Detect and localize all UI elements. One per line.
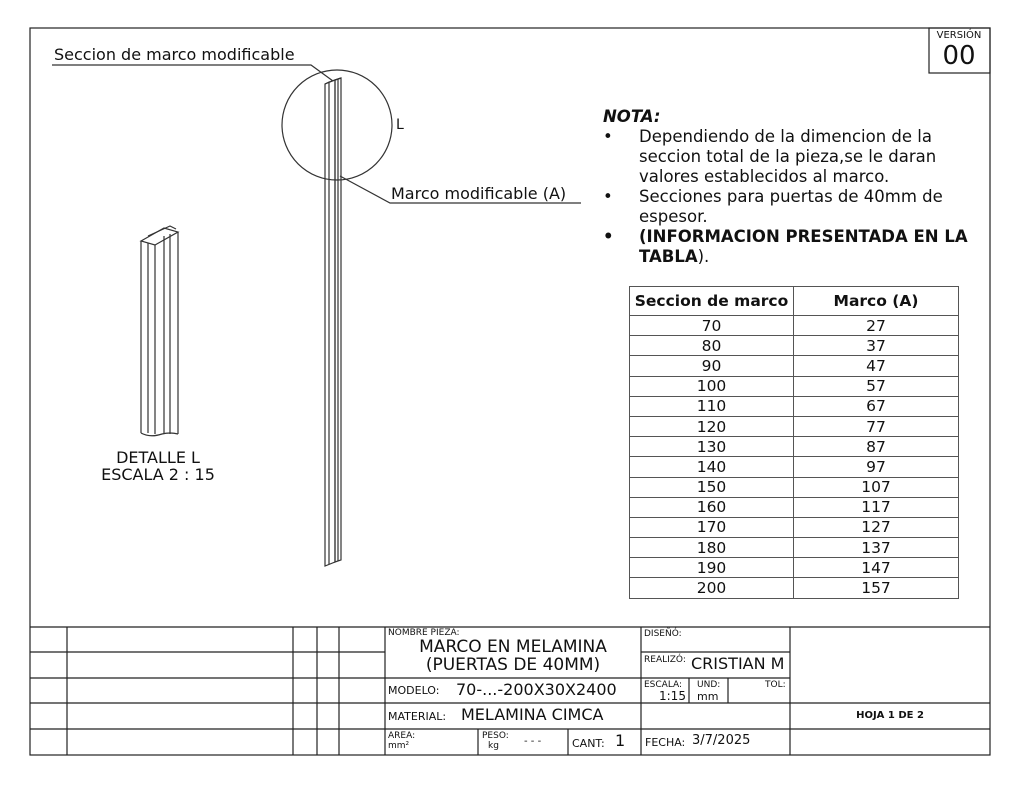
date-label: FECHA: [645, 736, 686, 749]
main-frame-piece [325, 78, 341, 566]
note-item-text: Dependiendo de la dimencion de la seccion total de la pieza,se le daran valores establecidos al marco. [639, 127, 937, 186]
frame-values-table [629, 286, 959, 599]
version-label: VERSIÓN [936, 30, 982, 41]
sheet-number: HOJA 1 DE 2 [856, 710, 924, 721]
design-label: DISEÑÓ: [644, 629, 682, 639]
detail-caption [78, 449, 238, 483]
version-number: 00 [942, 41, 976, 71]
cell-frame: 47 [794, 356, 959, 376]
note-block [603, 107, 973, 267]
cell-section: 150 [630, 477, 794, 497]
detail-caption-scale: ESCALA 2 : 15 [101, 465, 215, 484]
table-row [630, 558, 959, 578]
table-body [630, 316, 959, 599]
note-item-text: (INFORMACION PRESENTADA EN LA TABLA [639, 227, 968, 266]
area-label: AREA: [388, 731, 416, 741]
cell-section: 130 [630, 437, 794, 457]
weight-label: PESO: [482, 731, 509, 741]
table-row [630, 316, 959, 336]
detail-letter-label: L [396, 117, 404, 133]
section-callout-label: Seccion de marco modificable [54, 45, 295, 64]
detail-piece [141, 226, 178, 436]
model-value: 70-...-200X30X2400 [456, 680, 617, 699]
part-name-label: NOMBRE PIEZA: [388, 628, 460, 638]
detail-caption-title: DETALLE L [116, 448, 200, 467]
cell-section: 110 [630, 396, 794, 416]
model-label: MODELO: [388, 684, 440, 697]
cell-frame: 27 [794, 316, 959, 336]
scale-value: 1:15 [659, 689, 686, 703]
cell-section: 190 [630, 558, 794, 578]
cell-frame: 97 [794, 457, 959, 477]
tol-label: TOL: [765, 680, 786, 690]
qty-label: CANT: [572, 737, 605, 750]
made-label: REALIZÓ: [644, 655, 686, 665]
cell-section: 170 [630, 517, 794, 537]
note-item [603, 227, 973, 267]
cell-frame: 117 [794, 497, 959, 517]
cell-section: 80 [630, 336, 794, 356]
cell-frame: 157 [794, 578, 959, 598]
frame-callout-label: Marco modificable (A) [391, 184, 567, 203]
note-item-text: Secciones para puertas de 40mm de espesor. [639, 187, 943, 226]
table-row [630, 416, 959, 436]
cell-section: 200 [630, 578, 794, 598]
table-row [630, 578, 959, 598]
note-title: NOTA: [603, 107, 661, 126]
note-item [603, 187, 973, 227]
material-value: MELAMINA CIMCA [461, 705, 604, 724]
table-row [630, 336, 959, 356]
cell-section: 70 [630, 316, 794, 336]
table-row [630, 517, 959, 537]
note-list [603, 127, 973, 267]
cell-section: 160 [630, 497, 794, 517]
cell-frame: 137 [794, 538, 959, 558]
cell-section: 140 [630, 457, 794, 477]
cell-frame: 147 [794, 558, 959, 578]
table-row [630, 538, 959, 558]
table-row [630, 356, 959, 376]
cell-section: 180 [630, 538, 794, 558]
table-row [630, 477, 959, 497]
header-section: Seccion de marco [630, 287, 794, 316]
weight-unit: kg [488, 741, 499, 751]
cell-frame: 127 [794, 517, 959, 537]
table-row [630, 497, 959, 517]
part-name-line2: (PUERTAS DE 40MM) [425, 655, 601, 675]
cell-frame: 87 [794, 437, 959, 457]
material-label: MATERIAL: [388, 710, 447, 723]
cell-section: 120 [630, 416, 794, 436]
made-value: CRISTIAN M [691, 654, 785, 673]
table-row [630, 376, 959, 396]
table-row [630, 396, 959, 416]
scale-label: ESCALA: [644, 680, 683, 690]
header-frame: Marco (A) [794, 287, 959, 316]
cell-frame: 67 [794, 396, 959, 416]
cell-frame: 107 [794, 477, 959, 497]
detail-circle [282, 70, 392, 180]
cell-frame: 37 [794, 336, 959, 356]
table-row [630, 437, 959, 457]
unit-value: mm [697, 690, 719, 703]
date-value: 3/7/2025 [692, 733, 751, 748]
note-item [603, 127, 973, 187]
table-header-row [630, 287, 959, 316]
table-row [630, 457, 959, 477]
cell-section: 90 [630, 356, 794, 376]
cell-frame: 77 [794, 416, 959, 436]
cell-frame: 57 [794, 376, 959, 396]
note-item-suffix: ). [697, 247, 710, 266]
cell-section: 100 [630, 376, 794, 396]
qty-value: 1 [615, 731, 626, 750]
area-unit: mm² [388, 741, 410, 751]
unit-label: UND: [697, 680, 721, 690]
part-name-line1: MARCO EN MELAMINA [419, 637, 607, 657]
section-leader-line [52, 65, 333, 81]
weight-value: - - - [524, 736, 542, 747]
